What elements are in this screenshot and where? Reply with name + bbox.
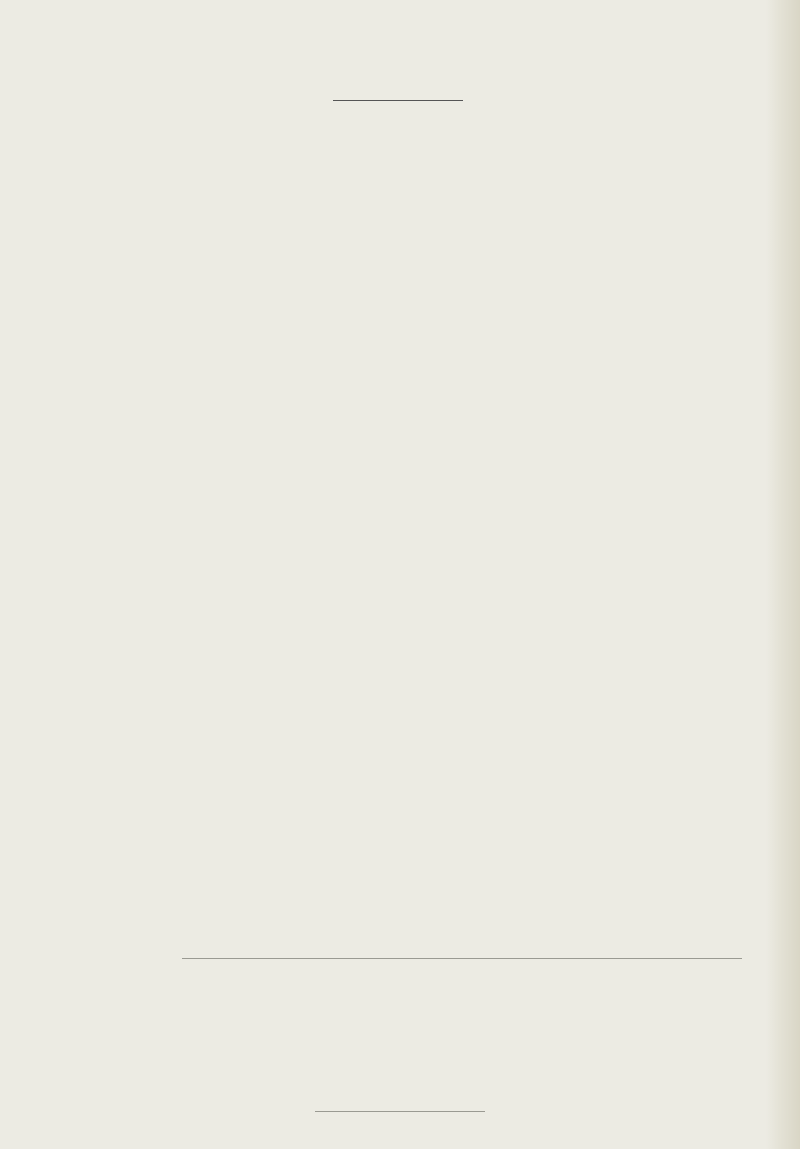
short-divider bbox=[315, 1111, 485, 1112]
title-underline bbox=[333, 100, 463, 101]
page-edge bbox=[766, 0, 800, 1149]
section-divider bbox=[182, 958, 742, 959]
